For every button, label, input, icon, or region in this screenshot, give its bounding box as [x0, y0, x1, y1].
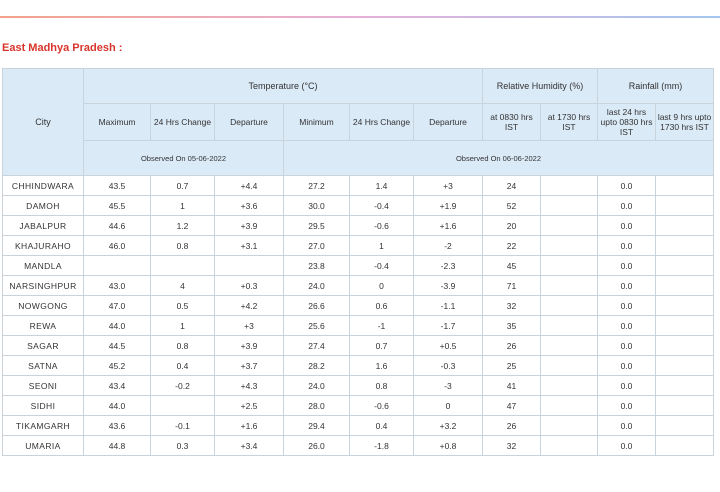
max-departure: +0.3 — [215, 276, 284, 296]
min-temp: 24.0 — [284, 376, 350, 396]
rh-1730 — [541, 236, 598, 256]
table-row — [3, 176, 714, 196]
max-change: 0.4 — [151, 356, 215, 376]
rain-24h: 0.0 — [598, 196, 656, 216]
max-change: -0.2 — [151, 376, 215, 396]
rh-1730 — [541, 416, 598, 436]
min-temp: 26.6 — [284, 296, 350, 316]
rh-0830: 32 — [483, 436, 541, 456]
city-name: MANDLA — [3, 256, 84, 276]
city-name: REWA — [3, 316, 84, 336]
min-departure: +1.9 — [414, 196, 483, 216]
max-departure: +4.3 — [215, 376, 284, 396]
max-departure: +3.7 — [215, 356, 284, 376]
max-temp: 43.4 — [84, 376, 151, 396]
max-temp: 45.5 — [84, 196, 151, 216]
rain-24h: 0.0 — [598, 296, 656, 316]
rh-0830: 22 — [483, 236, 541, 256]
rain-24h: 0.0 — [598, 436, 656, 456]
min-departure: -2.3 — [414, 256, 483, 276]
rain-9h — [656, 216, 714, 236]
city-name: NARSINGHPUR — [3, 276, 84, 296]
max-temp: 44.5 — [84, 336, 151, 356]
rain-9h — [656, 256, 714, 276]
rh-1730 — [541, 296, 598, 316]
max-departure: +4.2 — [215, 296, 284, 316]
min-departure: -2 — [414, 236, 483, 256]
rain-24h-header: last 24 hrs upto 0830 hrs IST — [598, 104, 656, 141]
min-temp: 23.8 — [284, 256, 350, 276]
min-departure: 0 — [414, 396, 483, 416]
rain-9h — [656, 236, 714, 256]
max-temp: 43.0 — [84, 276, 151, 296]
rh-1730 — [541, 196, 598, 216]
max-change: 0.7 — [151, 176, 215, 196]
min-departure: +3.2 — [414, 416, 483, 436]
min-change: -1 — [350, 316, 414, 336]
min-change: 0 — [350, 276, 414, 296]
rain-9h — [656, 356, 714, 376]
rain-24h: 0.0 — [598, 276, 656, 296]
rh-0830-header: at 0830 hrs IST — [483, 104, 541, 141]
min-departure: +0.8 — [414, 436, 483, 456]
min-change: 0.8 — [350, 376, 414, 396]
max-temp: 43.6 — [84, 416, 151, 436]
max-temp: 44.8 — [84, 436, 151, 456]
table-row — [3, 296, 714, 316]
min-temp: 29.5 — [284, 216, 350, 236]
rh-1730 — [541, 436, 598, 456]
min-change: -0.6 — [350, 396, 414, 416]
city-name: KHAJURAHO — [3, 236, 84, 256]
max-departure: +2.5 — [215, 396, 284, 416]
rain-24h: 0.0 — [598, 256, 656, 276]
min-temp: 27.4 — [284, 336, 350, 356]
rh-0830: 24 — [483, 176, 541, 196]
city-name: SATNA — [3, 356, 84, 376]
rh-0830: 26 — [483, 416, 541, 436]
rh-0830: 52 — [483, 196, 541, 216]
max-temp: 44.0 — [84, 316, 151, 336]
min-change: -0.6 — [350, 216, 414, 236]
max-temp: 47.0 — [84, 296, 151, 316]
table-row — [3, 436, 714, 456]
city-name: NOWGONG — [3, 296, 84, 316]
rain-24h: 0.0 — [598, 396, 656, 416]
min-temp: 30.0 — [284, 196, 350, 216]
min-temp: 28.0 — [284, 396, 350, 416]
table-body — [3, 176, 714, 456]
min-departure: -3.9 — [414, 276, 483, 296]
min-change: 1.6 — [350, 356, 414, 376]
min-departure: +1.6 — [414, 216, 483, 236]
city-header: City — [3, 69, 84, 176]
max-change: 0.5 — [151, 296, 215, 316]
min-temp: 28.2 — [284, 356, 350, 376]
rain-9h — [656, 396, 714, 416]
rain-9h-header: last 9 hrs upto 1730 hrs IST — [656, 104, 714, 141]
rain-9h — [656, 336, 714, 356]
max-departure: +3 — [215, 316, 284, 336]
table-row — [3, 356, 714, 376]
rh-0830: 32 — [483, 296, 541, 316]
min-change: 0.7 — [350, 336, 414, 356]
humidity-header: Relative Humidity (%) — [483, 69, 598, 104]
rain-9h — [656, 316, 714, 336]
min-temp: 29.4 — [284, 416, 350, 436]
min-departure: -1.7 — [414, 316, 483, 336]
max-change: 0.3 — [151, 436, 215, 456]
rain-24h: 0.0 — [598, 216, 656, 236]
city-name: SEONI — [3, 376, 84, 396]
min-change: 0.6 — [350, 296, 414, 316]
max-change: 4 — [151, 276, 215, 296]
rh-1730-header: at 1730 hrs IST — [541, 104, 598, 141]
max-change — [151, 256, 215, 276]
top-gradient-line — [0, 16, 720, 18]
max-departure: +3.1 — [215, 236, 284, 256]
rh-1730 — [541, 336, 598, 356]
rh-0830: 45 — [483, 256, 541, 276]
weather-table — [2, 68, 714, 456]
min-change: 1 — [350, 236, 414, 256]
max-temp: 44.0 — [84, 396, 151, 416]
rh-1730 — [541, 216, 598, 236]
max-change: 1 — [151, 196, 215, 216]
rain-9h — [656, 276, 714, 296]
rh-1730 — [541, 376, 598, 396]
rh-0830: 47 — [483, 396, 541, 416]
rh-0830: 25 — [483, 356, 541, 376]
change-min-header: 24 Hrs Change — [350, 104, 414, 141]
min-departure: -0.3 — [414, 356, 483, 376]
min-change: -0.4 — [350, 256, 414, 276]
rain-24h: 0.0 — [598, 236, 656, 256]
table-row — [3, 376, 714, 396]
min-change: 0.4 — [350, 416, 414, 436]
rh-1730 — [541, 316, 598, 336]
max-temp: 46.0 — [84, 236, 151, 256]
change-max-header: 24 Hrs Change — [151, 104, 215, 141]
city-name: TIKAMGARH — [3, 416, 84, 436]
max-departure: +3.4 — [215, 436, 284, 456]
rh-0830: 20 — [483, 216, 541, 236]
rh-0830: 41 — [483, 376, 541, 396]
min-change: -1.8 — [350, 436, 414, 456]
rh-1730 — [541, 176, 598, 196]
rain-9h — [656, 436, 714, 456]
rh-1730 — [541, 276, 598, 296]
min-temp: 25.6 — [284, 316, 350, 336]
max-temp — [84, 256, 151, 276]
minimum-header: Minimum — [284, 104, 350, 141]
rh-0830: 35 — [483, 316, 541, 336]
rh-1730 — [541, 396, 598, 416]
table-row — [3, 256, 714, 276]
table-row — [3, 416, 714, 436]
table-row — [3, 236, 714, 256]
rain-9h — [656, 176, 714, 196]
max-departure: +1.6 — [215, 416, 284, 436]
max-departure: +3.9 — [215, 216, 284, 236]
city-name: DAMOH — [3, 196, 84, 216]
rain-24h: 0.0 — [598, 336, 656, 356]
max-temp: 43.5 — [84, 176, 151, 196]
table-row — [3, 316, 714, 336]
max-temp: 44.6 — [84, 216, 151, 236]
min-temp: 24.0 — [284, 276, 350, 296]
rh-0830: 71 — [483, 276, 541, 296]
region-title: East Madhya Pradesh : — [2, 42, 123, 54]
table-row — [3, 336, 714, 356]
min-change: 1.4 — [350, 176, 414, 196]
max-departure: +3.9 — [215, 336, 284, 356]
rh-1730 — [541, 356, 598, 376]
rain-9h — [656, 376, 714, 396]
rain-24h: 0.0 — [598, 416, 656, 436]
rain-24h: 0.0 — [598, 376, 656, 396]
max-change: 0.8 — [151, 336, 215, 356]
table-row — [3, 216, 714, 236]
max-change: -0.1 — [151, 416, 215, 436]
rh-1730 — [541, 256, 598, 276]
city-name: UMARIA — [3, 436, 84, 456]
max-temp: 45.2 — [84, 356, 151, 376]
city-name: JABALPUR — [3, 216, 84, 236]
rh-0830: 26 — [483, 336, 541, 356]
rain-24h: 0.0 — [598, 316, 656, 336]
max-departure: +4.4 — [215, 176, 284, 196]
observed-min-date: Observed On 06-06-2022 — [284, 141, 714, 176]
min-temp: 26.0 — [284, 436, 350, 456]
departure-max-header: Departure — [215, 104, 284, 141]
table-row — [3, 396, 714, 416]
rain-9h — [656, 416, 714, 436]
rainfall-header: Rainfall (mm) — [598, 69, 714, 104]
max-change: 0.8 — [151, 236, 215, 256]
city-name: CHHINDWARA — [3, 176, 84, 196]
max-departure: +3.6 — [215, 196, 284, 216]
rain-24h: 0.0 — [598, 356, 656, 376]
min-temp: 27.2 — [284, 176, 350, 196]
max-change: 1 — [151, 316, 215, 336]
min-departure: +0.5 — [414, 336, 483, 356]
rain-9h — [656, 196, 714, 216]
table-row — [3, 276, 714, 296]
min-departure: +3 — [414, 176, 483, 196]
min-change: -0.4 — [350, 196, 414, 216]
rain-9h — [656, 296, 714, 316]
table-row — [3, 196, 714, 216]
max-change — [151, 396, 215, 416]
observed-max-date: Observed On 05-06-2022 — [84, 141, 284, 176]
max-departure — [215, 256, 284, 276]
departure-min-header: Departure — [414, 104, 483, 141]
max-change: 1.2 — [151, 216, 215, 236]
city-name: SIDHI — [3, 396, 84, 416]
maximum-header: Maximum — [84, 104, 151, 141]
min-departure: -3 — [414, 376, 483, 396]
min-temp: 27.0 — [284, 236, 350, 256]
temperature-header: Temperature (°C) — [84, 69, 483, 104]
rain-24h: 0.0 — [598, 176, 656, 196]
min-departure: -1.1 — [414, 296, 483, 316]
city-name: SAGAR — [3, 336, 84, 356]
